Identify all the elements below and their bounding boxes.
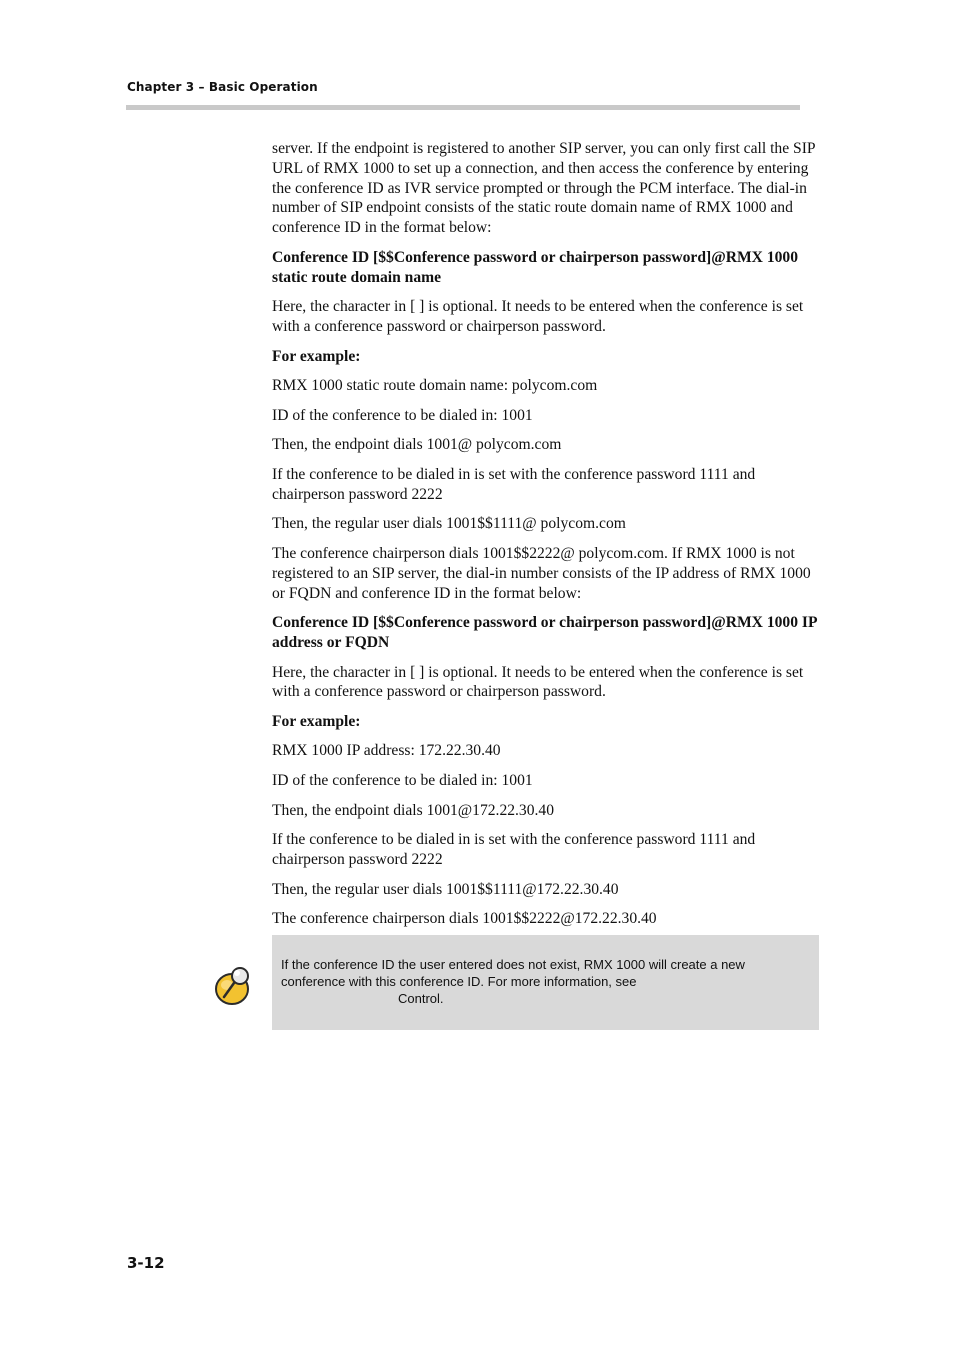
paragraph: Then, the endpoint dials 1001@172.22.30.40 <box>272 801 555 819</box>
paragraph: Then, the regular user dials 1001$$1111@ polycom.com <box>272 515 626 533</box>
paragraph: If the conference to be dialed in is set with the conference password 1111 and chairperson password 2222 <box>272 831 756 869</box>
paragraph: server. If the endpoint is registered to another SIP server, you can only first call the SIP URL of RMX 1000 to set up a connection, and then access the conference by entering the conference ID as IVR service prompted or through the PCM interface. The dial-in number of SIP endpoint consists of the static route domain name of RMX 1000 and conference ID in the format below: <box>272 140 815 237</box>
paragraph: Then, the endpoint dials 1001@ polycom.com <box>272 436 562 454</box>
format-heading: Conference ID [$$Conference password or chairperson password]@RMX 1000 static route domain name <box>272 248 799 286</box>
paragraph: RMX 1000 IP address: 172.22.30.40 <box>272 742 501 760</box>
paragraph: ID of the conference to be dialed in: 1001 <box>272 772 533 790</box>
pushpin-note-icon <box>212 963 256 1007</box>
page-number: 3-12 <box>127 1254 165 1272</box>
paragraph: Here, the character in [ ] is optional. It needs to be entered when the conference is set with a conference password or chairperson password. <box>272 298 804 335</box>
paragraph: The conference chairperson dials 1001$$2222@ polycom.com. If RMX 1000 is not registered to an SIP server, the dial-in number consists of the IP address of RMX 1000 or FQDN and conference ID in the format below: <box>272 544 811 602</box>
example-label: For example: <box>272 347 361 365</box>
paragraph: Here, the character in [ ] is optional. It needs to be entered when the conference is set with a conference password or chairperson password. <box>272 663 804 701</box>
paragraph: ID of the conference to be dialed in: 1001 <box>272 406 533 424</box>
note-line: Control. <box>398 991 444 1006</box>
paragraph: Then, the regular user dials 1001$$1111@172.22.30.40 <box>272 880 619 898</box>
note-line: If the conference ID the user entered does not exist, RMX 1000 will create a new <box>281 957 745 972</box>
body-text <box>272 139 824 939</box>
note-text <box>281 956 815 1007</box>
note-line: conference with this conference ID. For more information, see <box>281 974 637 989</box>
paragraph: If the conference to be dialed in is set with the conference password 1111 and chairperson password 2222 <box>272 465 756 503</box>
paragraph: RMX 1000 static route domain name: polycom.com <box>272 377 598 395</box>
paragraph: The conference chairperson dials 1001$$2222@172.22.30.40 <box>272 910 657 928</box>
note-box <box>272 935 819 1030</box>
header-rule <box>126 105 800 110</box>
format-heading: Conference ID [$$Conference password or chairperson password]@RMX 1000 IP address or FQDN <box>272 614 817 651</box>
example-label: For example: <box>272 712 361 730</box>
chapter-header: Chapter 3 – Basic Operation <box>127 80 318 94</box>
